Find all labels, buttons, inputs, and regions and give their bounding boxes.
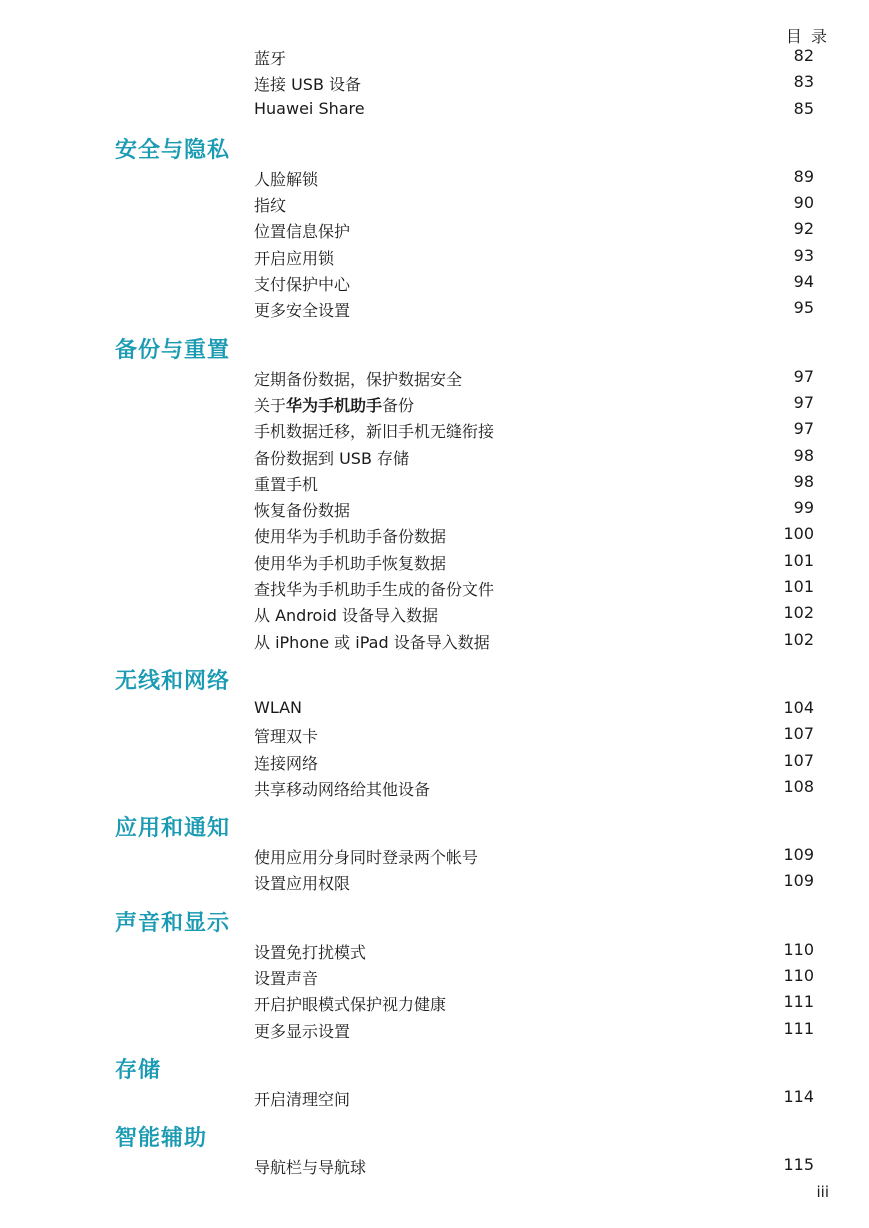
toc-entry-page: 110 (783, 966, 814, 986)
toc-entry[interactable] (0, 601, 869, 627)
toc-section-heading[interactable] (0, 896, 869, 938)
toc-entry-title: 查找华为手机助手生成的备份文件 (254, 580, 495, 600)
toc-entry[interactable] (0, 749, 869, 775)
toc-entry[interactable] (0, 990, 869, 1016)
toc-entry-title: 连接 USB 设备 (254, 75, 362, 95)
toc-entry-page: 93 (793, 245, 814, 265)
toc-entry-page: 90 (793, 193, 814, 213)
toc-entry[interactable] (0, 522, 869, 548)
toc-entry-page: 89 (793, 166, 814, 186)
toc-entry[interactable] (0, 628, 869, 654)
toc-entry-title: 开启护眼模式保护视力健康 (254, 995, 447, 1015)
toc-entry-page: 101 (783, 577, 814, 597)
toc-section-heading[interactable] (0, 654, 869, 696)
toc-entry[interactable] (0, 391, 869, 417)
toc-entry-title: 手机数据迁移，新旧手机无缝衔接 (254, 422, 495, 442)
toc-entry-title: 备份数据到 USB 存储 (254, 448, 410, 468)
toc-entry[interactable] (0, 365, 869, 391)
section-title: 备份与重置 (115, 337, 231, 363)
toc-entry[interactable] (0, 869, 869, 895)
toc-entry-title: WLAN (254, 697, 303, 717)
toc-entry-title-bold: 华为手机助手 (286, 395, 383, 415)
toc-entry-page: 115 (783, 1155, 814, 1175)
table-of-contents (0, 44, 869, 1180)
toc-entry-page: 92 (793, 219, 814, 239)
toc-entry[interactable] (0, 444, 869, 470)
toc-entry-page: 98 (793, 471, 814, 491)
toc-entry-title: 管理双卡 (254, 727, 319, 747)
toc-entry[interactable] (0, 964, 869, 990)
toc-entry[interactable] (0, 575, 869, 601)
toc-entry[interactable] (0, 843, 869, 869)
toc-entry[interactable] (0, 1017, 869, 1043)
toc-entry[interactable] (0, 1153, 869, 1179)
section-title: 应用和通知 (115, 816, 231, 842)
toc-entry-page: 107 (783, 724, 814, 744)
toc-section-heading[interactable] (0, 801, 869, 843)
toc-entry-title: 从 iPhone 或 iPad 设备导入数据 (254, 632, 490, 652)
toc-entry-title: 位置信息保护 (254, 222, 351, 242)
toc-entry-page: 111 (783, 1018, 814, 1038)
toc-entry-page: 102 (783, 629, 814, 649)
toc-entry-title: 设置应用权限 (254, 874, 351, 894)
toc-entry[interactable] (0, 191, 869, 217)
toc-entry[interactable] (0, 244, 869, 270)
toc-entry-page: 102 (783, 603, 814, 623)
toc-entry-page: 107 (783, 750, 814, 770)
toc-entry[interactable] (0, 165, 869, 191)
section-title: 安全与隐私 (115, 137, 231, 163)
toc-entry-page: 100 (783, 524, 814, 544)
toc-entry[interactable] (0, 217, 869, 243)
toc-entry[interactable] (0, 696, 869, 722)
toc-entry-page: 83 (793, 72, 814, 92)
toc-entry-page: 85 (793, 98, 814, 118)
toc-entry-title: 更多安全设置 (254, 301, 351, 321)
toc-entry[interactable] (0, 97, 869, 123)
toc-entry-title: Huawei Share (254, 98, 365, 118)
toc-entry[interactable] (0, 296, 869, 322)
toc-entry-title: 指纹 (254, 196, 287, 216)
toc-entry-title: 定期备份数据，保护数据安全 (254, 369, 463, 389)
section-title: 智能辅助 (115, 1126, 208, 1152)
page-header: 目 录 (785, 27, 829, 46)
toc-entry-page: 108 (783, 776, 814, 796)
toc-entry-page: 104 (783, 697, 814, 717)
toc-entry-title: 重置手机 (254, 474, 319, 494)
toc-entry[interactable] (0, 417, 869, 443)
section-title: 存储 (115, 1057, 162, 1083)
toc-entry[interactable] (0, 70, 869, 96)
toc-entry-title: 设置声音 (254, 969, 319, 989)
toc-entry-title: 人脸解锁 (254, 169, 319, 189)
toc-entry-title: 设置免打扰模式 (254, 942, 367, 962)
toc-entry-page: 97 (793, 366, 814, 386)
toc-section-heading[interactable] (0, 1111, 869, 1153)
toc-entry-title: 支付保护中心 (254, 275, 351, 295)
toc-entry-page: 82 (793, 46, 814, 65)
toc-entry[interactable] (0, 549, 869, 575)
toc-entry-title: 关于华为手机助手备份 (254, 395, 415, 415)
toc-entry-page: 97 (793, 392, 814, 412)
toc-entry[interactable] (0, 270, 869, 296)
toc-entry-title: 导航栏与导航球 (254, 1158, 367, 1178)
toc-entry-title: 从 Android 设备导入数据 (254, 606, 439, 626)
toc-entry[interactable] (0, 775, 869, 801)
toc-entry-title: 蓝牙 (254, 49, 287, 68)
toc-entry-page: 97 (793, 419, 814, 439)
toc-entry-page: 99 (793, 498, 814, 518)
toc-entry[interactable] (0, 1085, 869, 1111)
toc-entry-page: 109 (783, 871, 814, 891)
toc-entry-title: 共享移动网络给其他设备 (254, 779, 431, 799)
toc-entry-page: 110 (783, 939, 814, 959)
toc-entry-page: 111 (783, 992, 814, 1012)
toc-section-heading[interactable] (0, 1043, 869, 1085)
toc-entry-page: 98 (793, 445, 814, 465)
toc-entry-title: 连接网络 (254, 753, 319, 773)
toc-entry-page: 109 (783, 845, 814, 865)
toc-entry-title: 使用华为手机助手备份数据 (254, 527, 447, 547)
page-number: iii (816, 1183, 829, 1201)
toc-section-heading[interactable] (0, 323, 869, 365)
toc-entry-title: 更多显示设置 (254, 1021, 351, 1041)
toc-entry[interactable] (0, 722, 869, 748)
section-title: 无线和网络 (115, 668, 231, 694)
toc-entry-title: 恢复备份数据 (254, 501, 351, 521)
toc-entry-page: 94 (793, 272, 814, 292)
toc-entry-title: 开启清理空间 (254, 1089, 351, 1109)
toc-entry[interactable] (0, 496, 869, 522)
section-title: 声音和显示 (115, 910, 231, 936)
toc-entry-title: 开启应用锁 (254, 248, 335, 268)
toc-entry-title: 使用应用分身同时登录两个帐号 (254, 848, 479, 868)
toc-entry[interactable] (0, 938, 869, 964)
toc-entry[interactable] (0, 44, 869, 70)
toc-entry-page: 101 (783, 550, 814, 570)
toc-entry-page: 114 (783, 1086, 814, 1106)
toc-section-heading[interactable] (0, 123, 869, 165)
toc-entry-page: 95 (793, 298, 814, 318)
toc-entry[interactable] (0, 470, 869, 496)
toc-entry-title: 使用华为手机助手恢复数据 (254, 553, 447, 573)
